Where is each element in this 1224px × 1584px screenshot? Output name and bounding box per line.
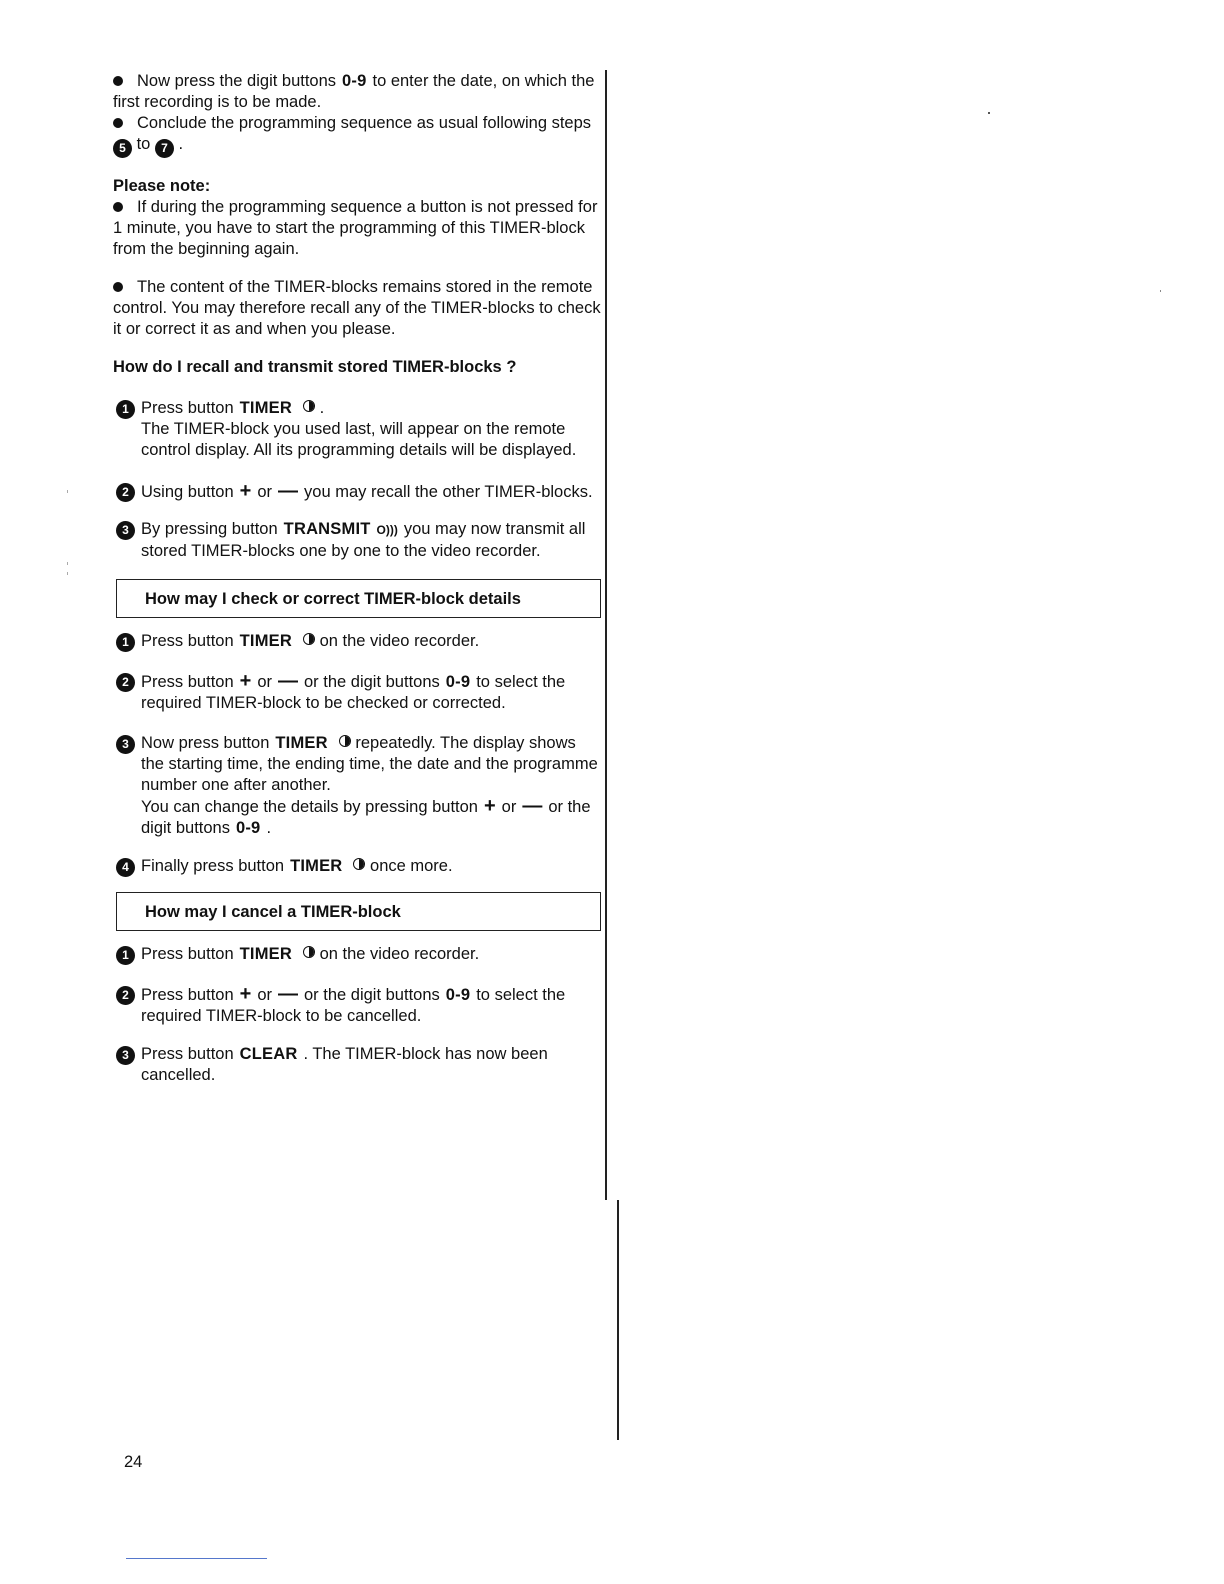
step-1-icon: 1 — [116, 633, 135, 652]
cancel-heading-box — [116, 892, 601, 931]
plus-icon: + — [239, 480, 252, 502]
cancel-heading: How may I cancel a TIMER-block — [145, 903, 401, 921]
note-bullet-timeout: If during the programming sequence a button is not pressed for 1 minute, you have to start the programming of this TIMER-block from the beginning again. — [113, 198, 598, 258]
plus-icon: + — [483, 795, 496, 817]
footer-rule — [126, 1558, 267, 1559]
speck — [67, 562, 68, 565]
recall-step-2: 2 Using button + or — you may recall the other TIMER-blocks. — [113, 481, 601, 503]
timer-icon — [303, 633, 315, 645]
speck — [988, 112, 990, 114]
cancel-step-3: 3 Press button CLEAR . The TIMER-block has now been cancelled. — [113, 1044, 601, 1086]
minus-icon: — — [522, 795, 543, 817]
minus-icon: — — [278, 480, 299, 502]
recall-step-1: 1 Press button TIMER . The TIMER-block you used last, will appear on the remote control display. All its programming details will be displayed. — [113, 398, 601, 461]
column-rule — [605, 70, 607, 1200]
bullet-icon — [113, 282, 123, 292]
step-5-icon: 5 — [113, 139, 132, 158]
cancel-step-2: 2 Press button + or — or the digit buttons 0-9 to select the required TIMER-block to be cancelled. — [113, 984, 601, 1027]
bullet-icon — [113, 118, 123, 128]
step-2-icon: 2 — [116, 673, 135, 692]
timer-icon — [353, 858, 365, 870]
recall-heading: How do I recall and transmit stored TIMER-blocks ? — [113, 358, 517, 376]
step-4-icon: 4 — [116, 858, 135, 877]
recall-step-3: 3 By pressing button TRANSMIT O))) you may now transmit all stored TIMER-blocks one by one to the video recorder. — [113, 519, 601, 562]
check-step-3: 3 Now press button TIMER repeatedly. The display shows the starting time, the ending time, the date and the programme number one after another. You can change the details by pressing button + or — or the digit buttons 0-9 . — [113, 733, 601, 839]
check-heading: How may I check or correct TIMER-block details — [145, 590, 521, 608]
text-column — [113, 66, 601, 1086]
minus-icon: — — [278, 670, 298, 692]
plus-icon: + — [239, 670, 252, 692]
bullet-icon — [113, 202, 123, 212]
step-2-icon: 2 — [116, 483, 135, 502]
step-3-icon: 3 — [116, 735, 135, 754]
step-1-icon: 1 — [116, 946, 135, 965]
check-step-2: 2 Press button + or — or the digit buttons 0-9 to select the required TIMER-block to be checked or corrected. — [113, 671, 601, 714]
check-heading-box — [116, 579, 601, 618]
page-number: 24 — [124, 1453, 143, 1471]
step-1-icon: 1 — [116, 400, 135, 419]
step-3-icon: 3 — [116, 521, 135, 540]
intro-bullet-date: Now press the digit buttons 0-9 to enter the date, on which the first recording is to be made. — [113, 72, 595, 111]
check-step-1: 1 Press button TIMER on the video recorder. — [113, 631, 601, 652]
plus-icon: + — [239, 983, 252, 1005]
speck — [1160, 290, 1161, 292]
timer-icon — [339, 735, 351, 747]
minus-icon: — — [278, 983, 298, 1005]
please-note-heading: Please note: — [113, 177, 211, 195]
step-7-icon: 7 — [155, 139, 174, 158]
column-rule-lower — [617, 1200, 619, 1440]
timer-icon — [303, 400, 315, 412]
step-2-icon: 2 — [116, 986, 135, 1005]
check-step-4: 4 Finally press button TIMER once more. — [113, 856, 601, 877]
intro-bullet-conclude: Conclude the programming sequence as usual following steps 5 to 7 . — [113, 113, 601, 158]
speck — [67, 572, 68, 575]
bullet-icon — [113, 76, 123, 86]
note-bullet-stored: The content of the TIMER-blocks remains stored in the remote control. You may therefore recall any of the TIMER-blocks to check it or correct it as and when you please. — [113, 278, 601, 338]
timer-icon — [303, 946, 315, 958]
step-3-icon: 3 — [116, 1046, 135, 1065]
cancel-step-1: 1 Press button TIMER on the video recorder. — [113, 944, 601, 965]
speck — [67, 490, 68, 493]
transmit-icon: O))) — [376, 523, 398, 537]
